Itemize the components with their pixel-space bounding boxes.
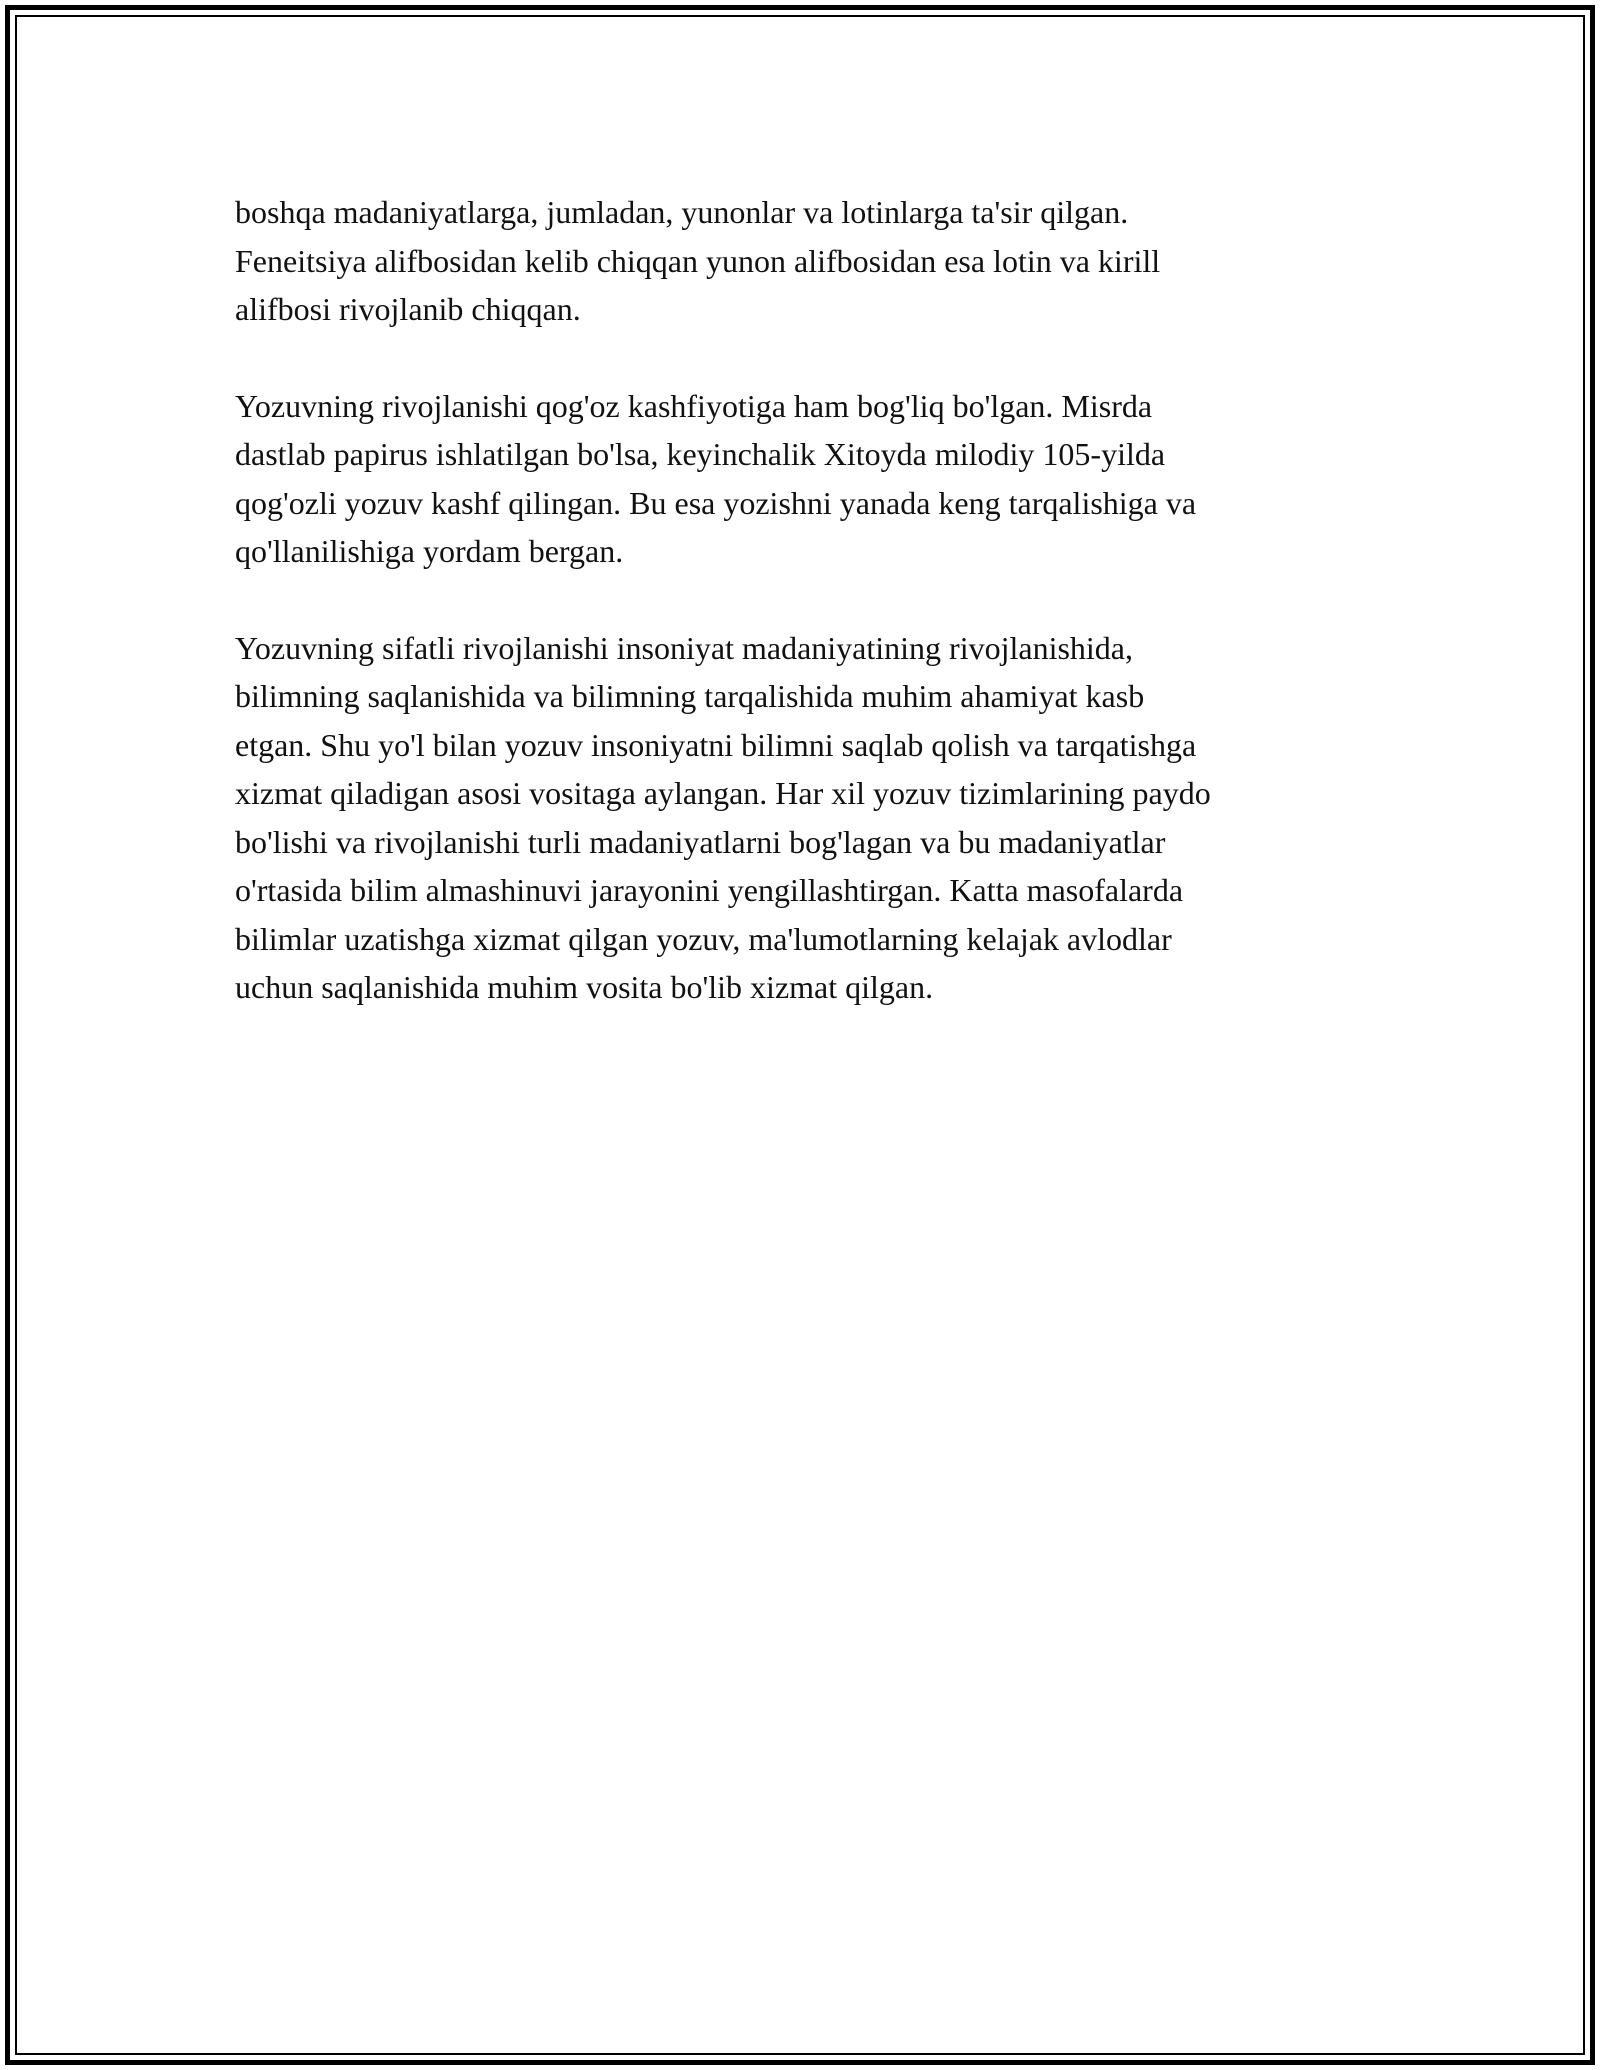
text-line: etgan. Shu yo'l bilan yozuv insoniyatni bilimni saqlab qolish va tarqatishga — [235, 726, 1197, 763]
paragraph-1 — [235, 188, 1365, 334]
document-body — [235, 188, 1365, 1012]
text-line: xizmat qiladigan asosi vositaga aylangan. Har xil yozuv tizimlarining paydo — [235, 775, 1211, 811]
text-line: qo'llanilishiga yordam bergan. — [235, 533, 624, 569]
text-line: alifbosi rivojlanib chiqqan. — [235, 291, 581, 327]
text-line: Yozuvning sifatli rivojlanishi insoniyat madaniyatining rivojlanishida, — [235, 629, 1133, 666]
text-line: uchun saqlanishida muhim vosita bo'lib xizmat qilgan. — [235, 969, 934, 1005]
text-line: bilimlar uzatishga xizmat qilgan yozuv, ma'lumotlarning kelajak avlodlar — [235, 920, 1172, 957]
text-line: o'rtasida bilim almashinuvi jarayonini yengillashtirgan. Katta masofalarda — [235, 872, 1184, 908]
text-line: bo'lishi va rivojlanishi turli madaniyatlarni bog'lagan va bu madaniyatlar — [235, 823, 1166, 860]
text-line: Yozuvning rivojlanishi qog'oz kashfiyotiga ham bog'liq bo'lgan. Misrda — [235, 387, 1153, 424]
text-line: bilimning saqlanishida va bilimning tarqalishida muhim ahamiyat kasb — [235, 678, 1145, 714]
text-line: Feneitsiya alifbosidan kelib chiqqan yunon alifbosidan esa lotin va kirill — [235, 242, 1161, 279]
paragraph-3 — [235, 624, 1365, 1012]
text-line: boshqa madaniyatlarga, jumladan, yunonlar va lotinlarga ta'sir qilgan. — [235, 194, 1129, 230]
paragraph-2 — [235, 382, 1365, 576]
text-line: qog'ozli yozuv kashf qilingan. Bu esa yozishni yanada keng tarqalishiga va — [235, 484, 1197, 521]
text-line: dastlab papirus ishlatilgan bo'lsa, keyinchalik Xitoyda milodiy 105-yilda — [235, 436, 1166, 472]
